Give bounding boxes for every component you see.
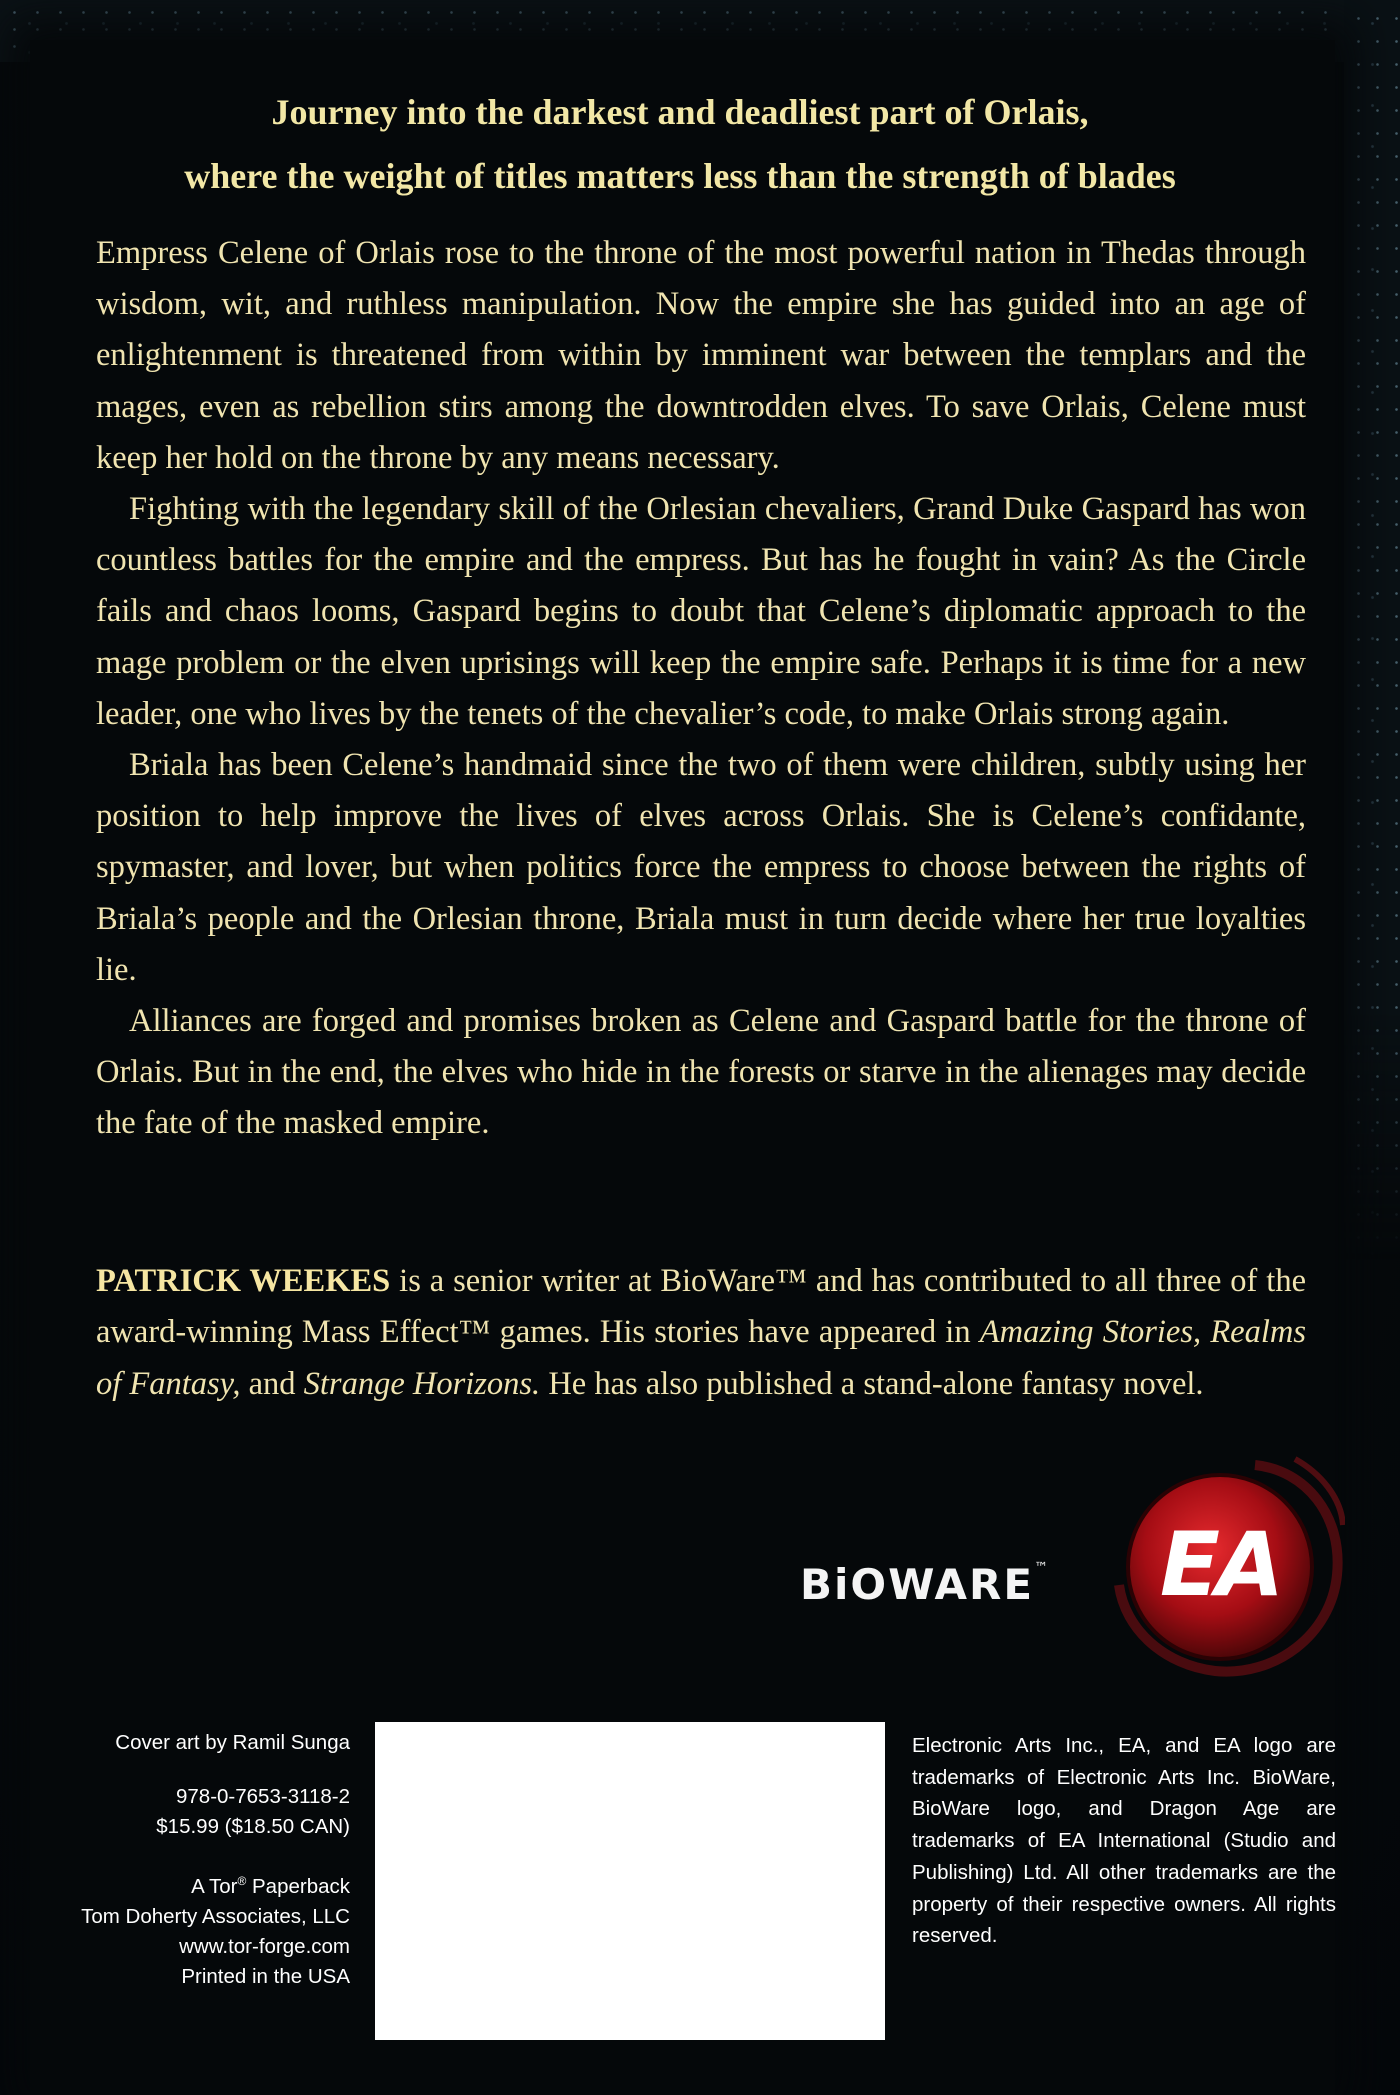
cover-art-credit: Cover art by Ramil Sunga — [115, 1731, 350, 1754]
synopsis-paragraph: Empress Celene of Orlais rose to the throne of the most powerful nation in Thedas through wisdom, wit, and ruthless manipulation. Now the empire she has guided into an age of enlightenment is threatened from within by imminent war between the templars and the mages, even as rebellion stirs among the downtrodden elves. To save Orlais, Celene must keep her hold on the throne by any means necessary. — [96, 235, 1306, 476]
imprint — [40, 1866, 350, 1902]
author-name: PATRICK WEEKES — [96, 1263, 391, 1299]
dragon-swirl-icon — [1295, 1459, 1343, 1525]
ea-logo — [1105, 1445, 1345, 1685]
bio-text: He has also published a stand-alone fantasy novel. — [540, 1365, 1204, 1402]
isbn: 978-0-7653-3118-2 — [176, 1785, 350, 1808]
legal-notice: Electronic Arts Inc., EA, and EA logo are trademarks of Electronic Arts Inc. BioWare, BioWare logo, and Dragon Age are trademarks of EA International (Studio and Publishing) Ltd. All other trademarks are the property of their respective owners. All rights reserved. — [912, 1734, 1336, 1948]
synopsis-paragraph: Briala has been Celene’s handmaid since the two of them were children, subtly using her position to help improve the lives of elves across Orlais. She is Celene’s confidante, spymaster, and lover, but when politics force the empress to choose between the rights of Briala’s people and the Orlesian throne, Briala must in turn decide where her true loyalties lie. — [96, 747, 1306, 988]
bio-text: and — [240, 1365, 304, 1402]
bio-text: is a senior writer at BioWare™ and has contributed to all three of the award-winning Mass Effect™ games. His stories have appeared in — [96, 1263, 1306, 1351]
price: $15.99 ($18.50 CAN) — [156, 1815, 350, 1838]
synopsis — [96, 228, 1306, 1150]
registered-mark: ® — [237, 1874, 247, 1888]
publication-titles: Amazing Stories, Realms of Fantasy, — [96, 1314, 1306, 1402]
website: www.tor-forge.com — [179, 1934, 350, 1958]
tagline-line-2: where the weight of titles matters less than the strength of blades — [184, 156, 1176, 196]
imprint-name: A Tor — [191, 1874, 238, 1898]
synopsis-paragraph: Fighting with the legendary skill of the Orlesian chevaliers, Grand Duke Gaspard has won countless battles for the empire and the empress. But has he fought in vain? As the Circle fails and chaos looms, Gaspard begins to doubt that Celene’s diplomatic approach to the mage problem or the elven uprisings will keep the empire safe. Perhaps it is time for a new leader, one who lives by the tenets of the chevalier’s code, to make Orlais strong again. — [96, 491, 1306, 732]
tagline-line-1: Journey into the darkest and deadliest part of Orlais, — [271, 92, 1089, 132]
printed-in: Printed in the USA — [181, 1964, 350, 1988]
bioware-logo — [800, 1560, 1048, 1609]
publication-title: Strange Horizons. — [303, 1365, 541, 1402]
imprint-format: Paperback — [246, 1874, 350, 1898]
credits-block — [40, 1728, 350, 2016]
bioware-wordmark: BiOWARE — [800, 1560, 1035, 1609]
synopsis-paragraph: Alliances are forged and promises broken as Celene and Gaspard battle for the throne of Orlais. But in the end, the elves who hide in the forests or starve in the alienages may decide the fate of the masked empire. — [96, 1003, 1306, 1142]
tagline — [80, 80, 1280, 208]
author-bio — [96, 1256, 1306, 1410]
ea-letters: EA — [1159, 1513, 1281, 1616]
speckled-border-right — [1344, 0, 1400, 1260]
barcode-box — [375, 1722, 885, 2040]
bioware-trademark: ™ — [1034, 1560, 1049, 1576]
publisher: Tom Doherty Associates, LLC — [81, 1904, 350, 1928]
